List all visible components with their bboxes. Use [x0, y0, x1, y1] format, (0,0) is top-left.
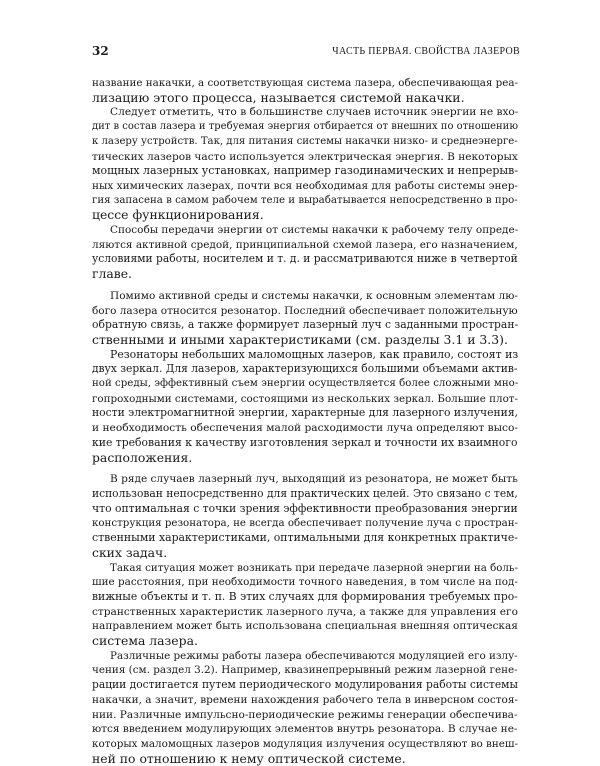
text-line: использован непосредственно для практических целей. Это связано с тем, [92, 486, 518, 500]
page-number: 32 [92, 44, 109, 58]
text-line: шие расстояния, при необходимости точного наведения, в том числе на под- [92, 576, 518, 589]
text-line: ских задач. [92, 544, 168, 560]
text-line: странственных характеристик лазерного луча, а также для управления его [92, 605, 518, 618]
text-line: В ряде случаев лазерный луч, выходящий из резонатора, не может быть [110, 473, 518, 486]
paragraph-1 [92, 76, 520, 105]
text-line: к лазеру устройств. Так, для питания системы накачки низко- и среднеэнерге- [92, 135, 518, 147]
text-line: мощных лазерных установках, например газодинамических и непрерыв- [92, 164, 519, 178]
text-line: чения (см. раздел 3.2). Например, квазинепрерывный режим лазерной гене- [92, 664, 518, 677]
text-line: обратную связь, а также формирует лазерный луч с заданными простран- [92, 318, 519, 332]
paragraph-gap [92, 465, 520, 472]
text-line: название накачки, а соответствующая система лазера, обеспечивающая реа- [92, 77, 518, 89]
text-line: направлением может быть использована специальная внешняя оптическая [92, 620, 518, 633]
paragraph-4 [92, 289, 520, 348]
text-line: что оптимальная с точки зрения эффективности преобразования энергии [92, 501, 518, 515]
paragraph-3 [92, 223, 520, 282]
text-line: Следует отметить, что в большинстве случаев источник энергии не вхо- [110, 105, 519, 119]
text-line: ются введением модулирующих элементов внутрь резонатора. В случае не- [92, 723, 518, 736]
text-line: ной среды, эффективный съем энергии осуществляется более сложными мно- [92, 378, 519, 390]
text-line: условиями работы, носителем и т. д. и рассматриваются ниже в четвертой [92, 252, 518, 266]
text-line: ней по отношению к нему оптической системе. [92, 750, 406, 766]
text-line: нии. Различные импульсно-периодические режимы генерации обеспечива- [92, 708, 518, 721]
text-line: конструкция резонатора, не всегда обеспечивает получение луча с простран- [92, 517, 518, 530]
text-line: вижные объекты и т. п. В этих случаях для формирования требуемых про- [92, 589, 518, 603]
paragraph-2 [92, 105, 520, 223]
text-line: бого лазера относится резонатор. Последний обеспечивает положительную [92, 304, 518, 317]
text-line: ности электромагнитной энергии, характерные для лазерного излучения, [92, 406, 519, 420]
text-line: Такая ситуация может возникать при передаче лазерной энергии на боль- [110, 561, 518, 574]
text-line: лизацию этого процесса, называется системой накачки. [92, 89, 465, 105]
text-line: Резонаторы небольших маломощных лазеров, как правило, состоят из [110, 347, 519, 361]
text-line: ляются активной средой, принципиальной схемой лазера, его назначением, [92, 238, 518, 251]
paragraph-7 [92, 561, 520, 649]
text-line: рации достигается путем периодического модулирования работы системы [92, 678, 518, 692]
paragraph-8 [92, 649, 520, 766]
paragraph-6 [92, 472, 520, 560]
text-line: гия запасена в самом рабочем теле и вырабатывается непосредственно в про- [92, 194, 518, 206]
text-line: цессе функционирования. [92, 207, 264, 223]
running-head [92, 44, 520, 60]
text-line: которых маломощных лазеров модуляция излучения осуществляют во внеш- [92, 737, 519, 750]
text-line: Способы передачи энергии от системы накачки к рабочему телу опреде- [110, 224, 519, 237]
paragraph-5 [92, 348, 520, 466]
text-line: тических лазеров часто используется электрическая энергия. В некоторых [92, 150, 518, 163]
text-line: ственными и иными характеристиками (см. разделы 3.1 и 3.3). [92, 331, 508, 347]
text-line: накачки, а значит, времени нахождения рабочего тела в инверсном состоя- [92, 693, 519, 706]
chapter-header-title: ЧАСТЬ ПЕРВАЯ. СВОЙСТВА ЛАЗЕРОВ [332, 46, 520, 57]
text-line: ственными характеристиками, оптимальными для конкретных практиче- [92, 531, 518, 545]
text-line: главе. [92, 266, 132, 282]
text-line: двух зеркал. Для лазеров, характеризующихся большими объемами актив- [92, 362, 518, 376]
paragraph-gap [92, 282, 520, 289]
text-line: Помимо активной среды и системы накачки, к основным элементам лю- [110, 289, 518, 302]
text-line: кие требования к качеству изготовления зеркал и точности их взаимного [92, 435, 518, 449]
text-line: гопроходными системами, состоящими из нескольких зеркал. Большие плот- [92, 392, 518, 405]
body-text [92, 76, 520, 766]
text-line: расположения. [92, 449, 193, 465]
text-line: и необходимость обеспечения малой расходимости луча определяют высо- [92, 421, 518, 435]
text-line: дит в состав лазера и требуемая энергия отбирается от внешних по отношению [92, 121, 519, 133]
text-line: система лазера. [92, 633, 198, 649]
text-line: ных химических лазерах, почти вся необходимая для работы системы энер- [92, 179, 518, 192]
text-line: Различные режимы работы лазера обеспечиваются модуляцией его излу- [110, 649, 518, 662]
